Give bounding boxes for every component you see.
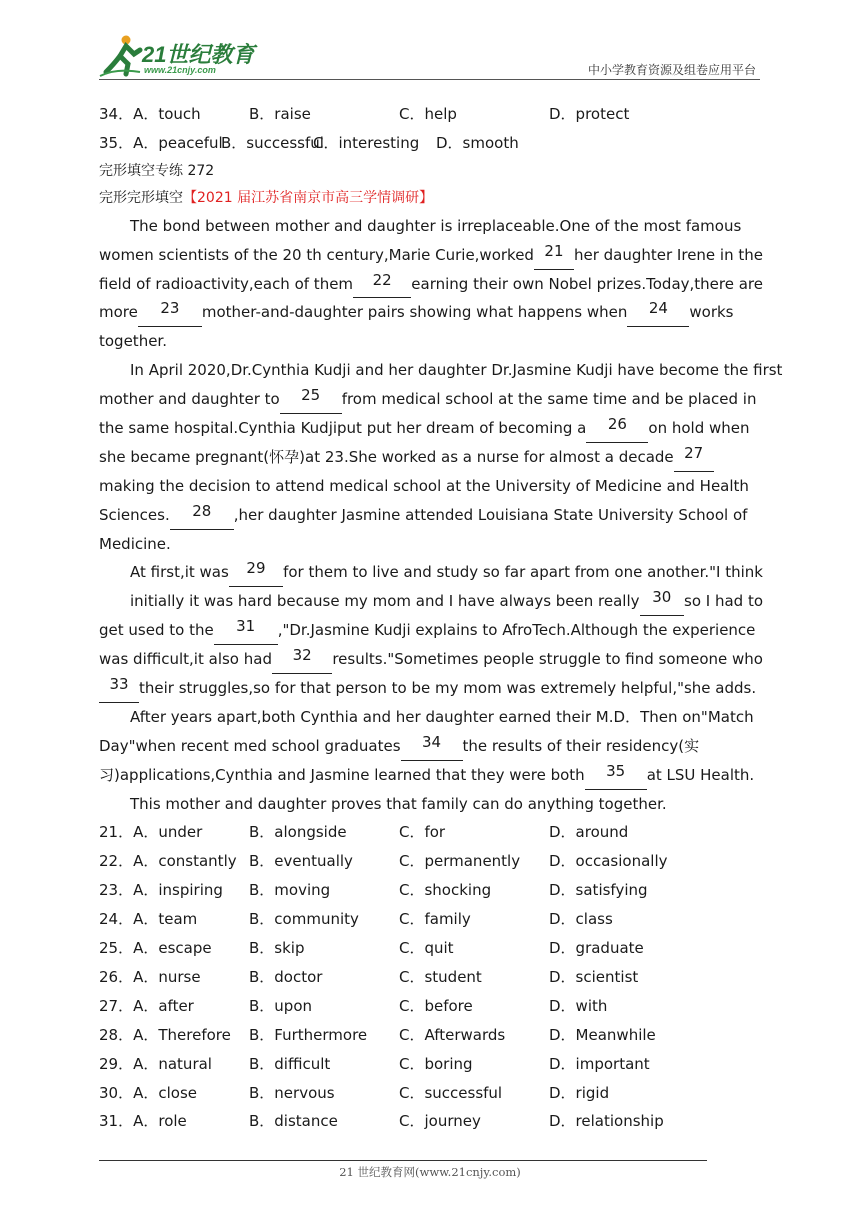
option-row [99,847,763,876]
option-a: A．nurse [133,967,201,986]
option-a: A．Therefore [133,1025,231,1044]
option-b: B．successful [221,133,324,152]
option-d: D．class [549,910,613,929]
option-c: C．before [399,996,473,1015]
option-c: C．successful [399,1083,503,1102]
blank-31: 31 [214,616,278,645]
option-b: B．alongside [249,823,347,842]
option-c: C．interesting [313,133,420,152]
option-c: C．help [399,105,457,123]
passage-line: was difficult,it also had 32 results."Sometimes people struggle to find someone who [99,645,763,674]
option-d: D．satisfying [549,881,648,900]
option-c: C．for [399,823,446,842]
option-row [99,963,763,992]
logo-url: www.21cnjy.com [144,65,216,75]
passage-line: more 23 mother-and-daughter pairs showing what happens when 24 works [99,298,763,327]
passage-line: This mother and daughter proves that family can do anything together. [130,794,667,813]
option-number: 23． [99,881,134,900]
option-b: B．nervous [249,1083,335,1102]
option-a: A．close [133,1083,197,1102]
passage-line: mother and daughter to 25 from medical school at the same time and be placed in [99,385,763,414]
passage-line: In April 2020,Dr.Cynthia Kudji and her daughter Dr.Jasmine Kudji have become the first [130,361,783,380]
option-b: B．raise [249,105,311,123]
passage-line: the same hospital.Cynthia Kudjiput put her dream of becoming a 26 on hold when [99,414,763,443]
passage-line: she became pregnant(怀孕)at 23.She worked as a nurse for almost a decade 27 [99,443,763,472]
passage-line: field of radioactivity,each of them 22 earning their own Nobel prizes.Today,there are [99,270,763,299]
passage-line: initially it was hard because my mom and I have always been really 30 so I had to [99,587,763,616]
option-row [99,1021,763,1050]
source-prefix: 完形完形填空 [99,189,183,206]
passage-line: Day"when recent med school graduates 34 the results of their residency(实 [99,732,763,761]
option-number: 30． [99,1083,134,1102]
option-c: C．boring [399,1054,473,1073]
option-b: B．upon [249,996,313,1015]
blank-28: 28 [170,501,234,530]
options-list [99,818,763,1136]
option-c: C．shocking [399,881,492,900]
option-c: C．student [399,967,482,986]
blank-35: 35 [585,761,647,790]
option-number: 35． [99,133,134,152]
option-a: A．under [133,823,203,842]
option-d: D．Meanwhile [549,1025,656,1044]
option-a: A．role [133,1112,187,1131]
blank-27: 27 [674,443,714,472]
passage-line: The bond between mother and daughter is irreplaceable.One of the most famous [130,216,742,235]
blank-32: 32 [272,645,332,674]
option-a: A．constantly [133,852,237,871]
option-b: B．Furthermore [249,1025,368,1044]
option-number: 24． [99,910,134,929]
option-number: 27． [99,996,134,1015]
blank-23: 23 [138,298,202,327]
document-body [99,100,783,1136]
passage-line: Sciences. 28 ,her daughter Jasmine attended Louisiana State University School of [99,501,763,530]
passage-line: Medicine. [99,534,171,553]
option-number: 25． [99,939,134,958]
passage-line: After years apart,both Cynthia and her daughter earned their M.D．Then on"Match [130,707,754,726]
platform-title: 中小学教育资源及组卷应用平台 [587,63,756,77]
option-b: B．community [249,910,359,929]
blank-21: 21 [534,241,574,270]
blank-25: 25 [280,385,342,414]
option-c: C．quit [399,939,454,958]
option-b: B．moving [249,881,331,900]
passage-line: 习)applications,Cynthia and Jasmine learned that they were both 35 at LSU Health. [99,761,763,790]
site-logo [96,34,266,78]
passage-line: 33 their struggles,so for that person to be my mom was extremely helpful,"she adds. [99,674,763,703]
option-c: C．Afterwards [399,1025,506,1044]
option-row [99,992,763,1021]
option-a: A．natural [133,1054,212,1073]
option-a: A．inspiring [133,881,223,900]
option-row [99,818,763,847]
blank-24: 24 [627,298,689,327]
option-number: 31． [99,1112,134,1131]
option-d: D．rigid [549,1083,610,1102]
option-a: A．touch [133,105,201,123]
option-row [99,1079,763,1108]
blank-22: 22 [353,270,411,299]
option-c: C．permanently [399,852,521,871]
passage-line: making the decision to attend medical school at the University of Medicine and Health [99,476,749,495]
option-number: 26． [99,967,134,986]
option-number: 28． [99,1025,134,1044]
option-c: C．journey [399,1112,481,1131]
option-b: B．skip [249,939,305,958]
option-row [99,1107,763,1136]
blank-26: 26 [586,414,648,443]
blank-34: 34 [401,732,463,761]
option-d: D．scientist [549,967,639,986]
passage-line: together. [99,332,167,351]
option-d: D．with [549,996,608,1015]
blank-33: 33 [99,674,139,703]
option-d: D．smooth [436,133,519,152]
option-number: 21． [99,823,134,842]
option-a: A．team [133,910,198,929]
option-row [99,876,763,905]
option-c: C．family [399,910,471,929]
option-d: D．relationship [549,1112,664,1131]
passage-line: get used to the 31 ,"Dr.Jasmine Kudji explains to AfroTech.Although the experience [99,616,763,645]
option-number: 29． [99,1054,134,1073]
option-d: D．graduate [549,939,644,958]
logo-text: 21世纪教育 [142,42,255,67]
option-row [99,905,763,934]
blank-29: 29 [229,558,283,587]
footer-text: 21 世纪教育网(www.21cnjy.com) [339,1165,521,1179]
option-number: 34． [99,105,134,123]
option-row [99,129,763,158]
option-b: B．distance [249,1112,338,1131]
option-d: D．important [549,1054,650,1073]
option-d: D．occasionally [549,852,668,871]
option-b: B．eventually [249,852,353,871]
option-row [99,100,763,129]
runner-logo-icon [96,34,144,78]
option-a: A．peaceful [133,133,223,152]
section-title: 完形填空专练 272 [99,162,215,179]
option-a: A．after [133,996,194,1015]
source-exam: 【2021 届江苏省南京市高三学情调研】 [183,189,434,206]
source-line [99,185,763,212]
option-b: B．difficult [249,1054,331,1073]
option-b: B．doctor [249,967,323,986]
blank-30: 30 [640,587,684,616]
footer-divider [99,1160,707,1161]
option-d: D．around [549,823,629,842]
option-d: D．protect [549,105,630,123]
passage-line: women scientists of the 20 th century,Marie Curie,worked 21 her daughter Irene in the [99,241,763,270]
header-divider [99,79,760,80]
option-row [99,934,763,963]
option-row [99,1050,763,1079]
page-header [0,0,860,90]
option-number: 22． [99,852,134,871]
option-a: A．escape [133,939,212,958]
passage-line: At first,it was 29 for them to live and study so far apart from one another."I think [99,558,763,587]
